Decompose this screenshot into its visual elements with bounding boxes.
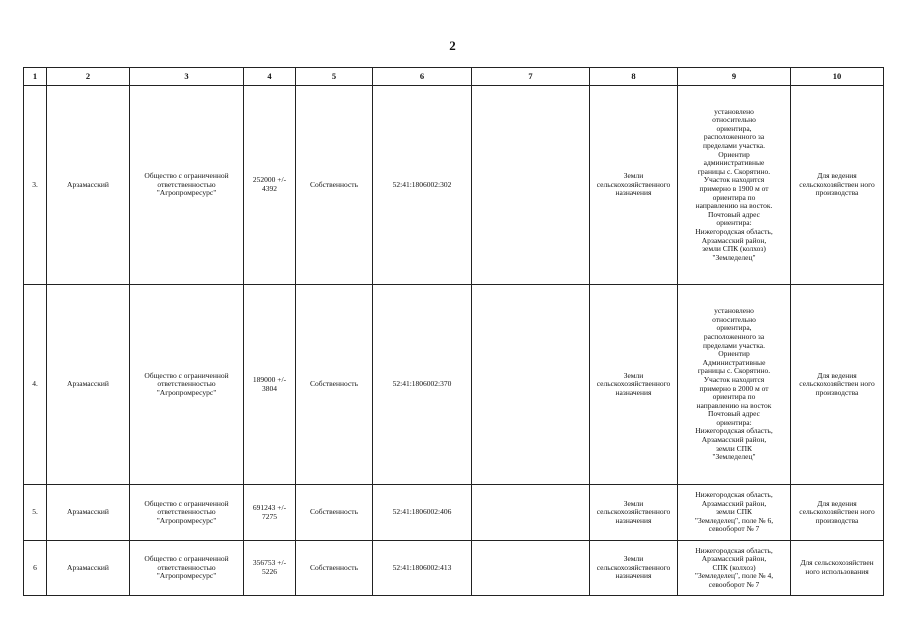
right-type-cell: Собственность <box>296 485 373 541</box>
purpose-cell: Для сельскохозяйствен ного использования <box>791 541 884 596</box>
area-cell: 189000 +/- 3804 <box>244 285 296 485</box>
district-cell: Арзамасский <box>47 86 130 285</box>
column-header: 10 <box>791 68 884 86</box>
table-row <box>24 541 884 596</box>
empty-cell <box>472 485 590 541</box>
owner-cell: Общество с ограниченной ответственностью "Агропромресурс" <box>130 485 244 541</box>
column-header: 4 <box>244 68 296 86</box>
purpose-cell: Для ведения сельскохозяйствен ного производства <box>791 485 884 541</box>
column-header: 3 <box>130 68 244 86</box>
column-header: 7 <box>472 68 590 86</box>
right-type-cell: Собственность <box>296 86 373 285</box>
header-row <box>24 68 884 86</box>
row-number: 4. <box>24 285 47 485</box>
land-category-cell: Земли сельскохозяйственного назначения <box>590 541 678 596</box>
column-header: 9 <box>678 68 791 86</box>
column-header: 5 <box>296 68 373 86</box>
purpose-cell: Для ведения сельскохозяйствен ного производства <box>791 285 884 485</box>
row-number: 6 <box>24 541 47 596</box>
cadastral-number-cell: 52:41:1806002:406 <box>373 485 472 541</box>
column-header: 8 <box>590 68 678 86</box>
column-header: 1 <box>24 68 47 86</box>
cadastral-number-cell: 52:41:1806002:413 <box>373 541 472 596</box>
owner-cell: Общество с ограниченной ответственностью "Агропромресурс" <box>130 285 244 485</box>
table-row <box>24 86 884 285</box>
cadastral-number-cell: 52:41:1806002:302 <box>373 86 472 285</box>
district-cell: Арзамасский <box>47 541 130 596</box>
land-category-cell: Земли сельскохозяйственного назначения <box>590 485 678 541</box>
land-category-cell: Земли сельскохозяйственного назначения <box>590 285 678 485</box>
right-type-cell: Собственность <box>296 285 373 485</box>
district-cell: Арзамасский <box>47 285 130 485</box>
purpose-cell: Для ведения сельскохозяйствен ного производства <box>791 86 884 285</box>
district-cell: Арзамасский <box>47 485 130 541</box>
column-header: 6 <box>373 68 472 86</box>
empty-cell <box>472 541 590 596</box>
area-cell: 691243 +/- 7275 <box>244 485 296 541</box>
owner-cell: Общество с ограниченной ответственностью "Агропромресурс" <box>130 541 244 596</box>
table-row <box>24 285 884 485</box>
column-header: 2 <box>47 68 130 86</box>
row-number: 5. <box>24 485 47 541</box>
location-cell: установлено относительно ориентира, расположенного за пределами участка. Ориентир Административные границы с. Скорятино. Участок находится примерно в 2000 м от ориентира по направлению на восток Почтовый адрес ориентира: Нижегородская область, Арзамасский район, земли СПК "Земледелец" <box>678 285 791 485</box>
empty-cell <box>472 285 590 485</box>
table-row <box>24 485 884 541</box>
land-parcels-table <box>23 67 884 596</box>
area-cell: 252000 +/- 4392 <box>244 86 296 285</box>
page-number: 2 <box>449 38 456 53</box>
cadastral-number-cell: 52:41:1806002:370 <box>373 285 472 485</box>
right-type-cell: Собственность <box>296 541 373 596</box>
location-cell: установлено относительно ориентира, расположенного за пределами участка. Ориентир административные границы с. Скорятино. Участок находится примерно в 1900 м от ориентира по направлению на восток. Почтовый адрес ориентира: Нижегородская область, Арзамасский район, земли СПК (колхоз) "Земледелец" <box>678 86 791 285</box>
row-number: 3. <box>24 86 47 285</box>
land-category-cell: Земли сельскохозяйственного назначения <box>590 86 678 285</box>
location-cell: Нижегородская область, Арзамасский район, СПК (колхоз) "Земледелец", поле № 4, севооборот № 7 <box>678 541 791 596</box>
area-cell: 356753 +/- 5226 <box>244 541 296 596</box>
owner-cell: Общество с ограниченной ответственностью "Агропромресурс" <box>130 86 244 285</box>
location-cell: Нижегородская область, Арзамасский район, земли СПК "Земледелец", поле № 6, севооборот № 7 <box>678 485 791 541</box>
empty-cell <box>472 86 590 285</box>
